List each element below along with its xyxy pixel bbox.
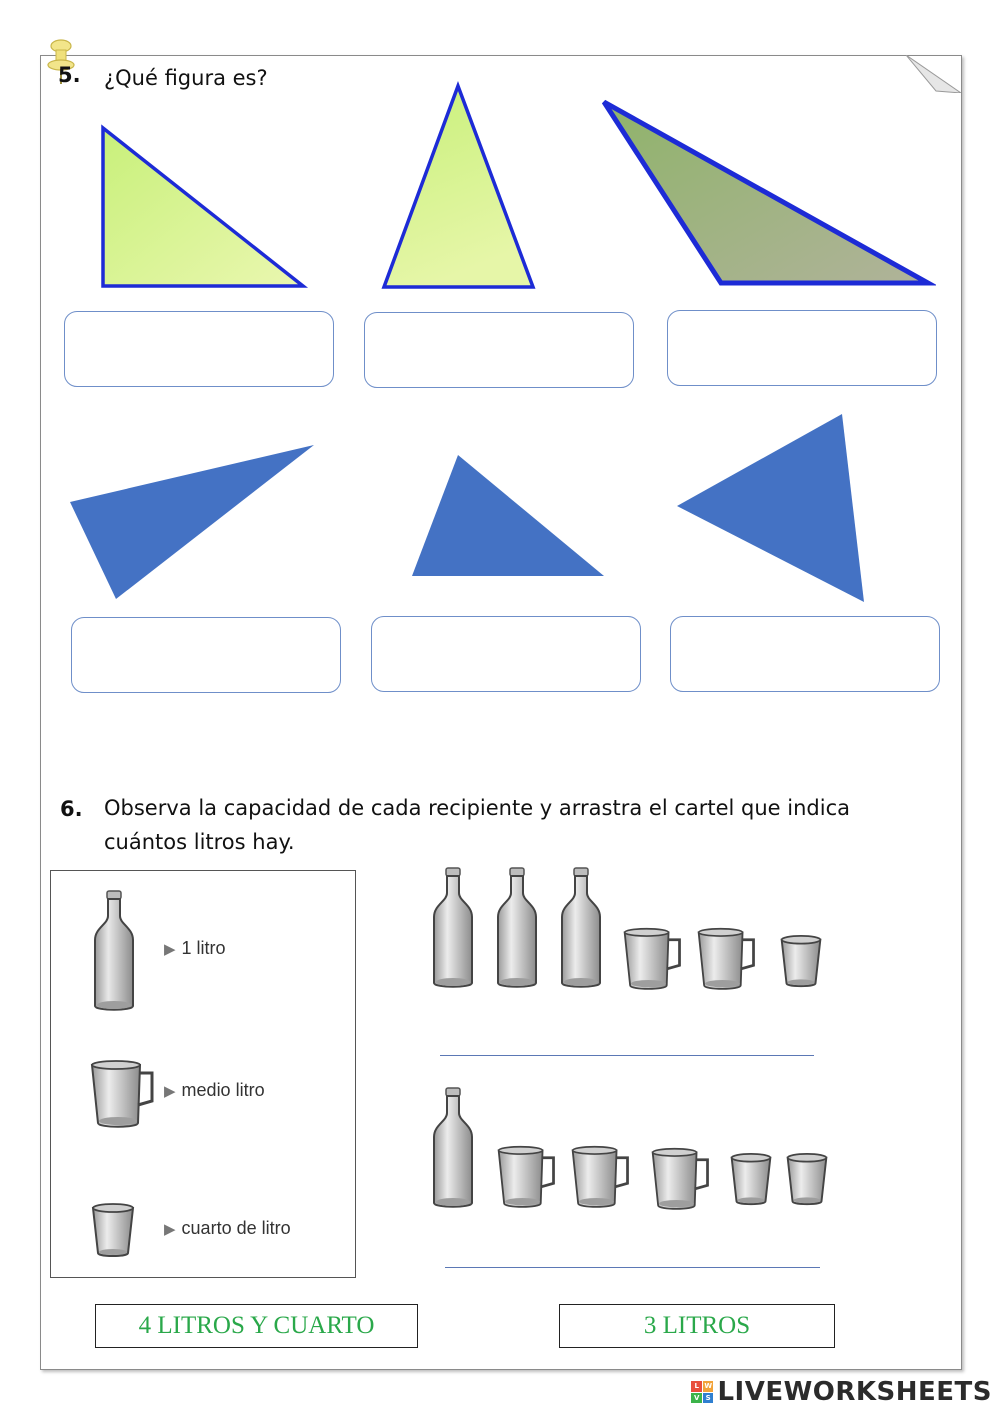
liveworksheets-brand	[691, 1377, 992, 1407]
legend-label-bottle	[164, 938, 226, 959]
logo-letter: W	[704, 1382, 713, 1390]
answer-box-1[interactable]	[64, 311, 334, 387]
legend-label-glass	[164, 1218, 291, 1239]
triangle-isosceles	[378, 80, 540, 292]
legend-text-glass: cuarto de litro	[181, 1218, 291, 1238]
page-fold-corner	[906, 55, 961, 93]
logo-letter: V	[691, 1393, 702, 1404]
answer-box-5[interactable]	[371, 616, 641, 692]
question-5-number: 5.	[58, 63, 81, 87]
card-4-litros-y-cuarto[interactable]: 4 LITROS Y CUARTO	[95, 1304, 418, 1348]
jug-icon	[88, 1055, 158, 1131]
question-6-line-1: Observa la capacidad de cada recipiente y arrastra el cartel que indica	[104, 796, 851, 820]
answer-line-1[interactable]	[440, 1055, 814, 1056]
card-3-litros[interactable]: 3 LITROS	[559, 1304, 835, 1348]
logo-letter: L	[691, 1381, 702, 1392]
question-5-text: ¿Qué figura es?	[104, 66, 268, 90]
liveworksheets-logo-icon	[691, 1381, 713, 1403]
triangle-blue-scalene	[66, 440, 318, 604]
containers-group-1	[425, 862, 835, 997]
containers-group-2	[425, 1082, 835, 1217]
triangle-obtuse	[596, 94, 936, 290]
answer-box-4[interactable]	[71, 617, 341, 693]
triangle-bullet-icon: ▶	[164, 1221, 176, 1238]
question-6-line-2: cuántos litros hay.	[104, 830, 295, 854]
legend-label-jug	[164, 1080, 265, 1101]
brand-name: LIVEWORKSHEETS	[717, 1377, 992, 1407]
question-6-number: 6.	[60, 797, 83, 821]
triangle-bullet-icon: ▶	[164, 941, 176, 958]
answer-box-3[interactable]	[667, 310, 937, 386]
logo-letter: S	[703, 1393, 714, 1404]
triangle-blue-small	[408, 450, 608, 580]
glass-icon	[90, 1200, 136, 1260]
answer-line-2[interactable]	[445, 1267, 820, 1268]
legend-text-jug: medio litro	[181, 1080, 265, 1100]
triangle-right	[95, 120, 310, 292]
triangle-blue-pointing-left	[672, 410, 870, 606]
answer-box-2[interactable]	[364, 312, 634, 388]
answer-box-6[interactable]	[670, 616, 940, 692]
triangle-bullet-icon: ▶	[164, 1083, 176, 1100]
bottle-icon	[88, 888, 140, 1016]
legend-text-bottle: 1 litro	[181, 938, 226, 958]
